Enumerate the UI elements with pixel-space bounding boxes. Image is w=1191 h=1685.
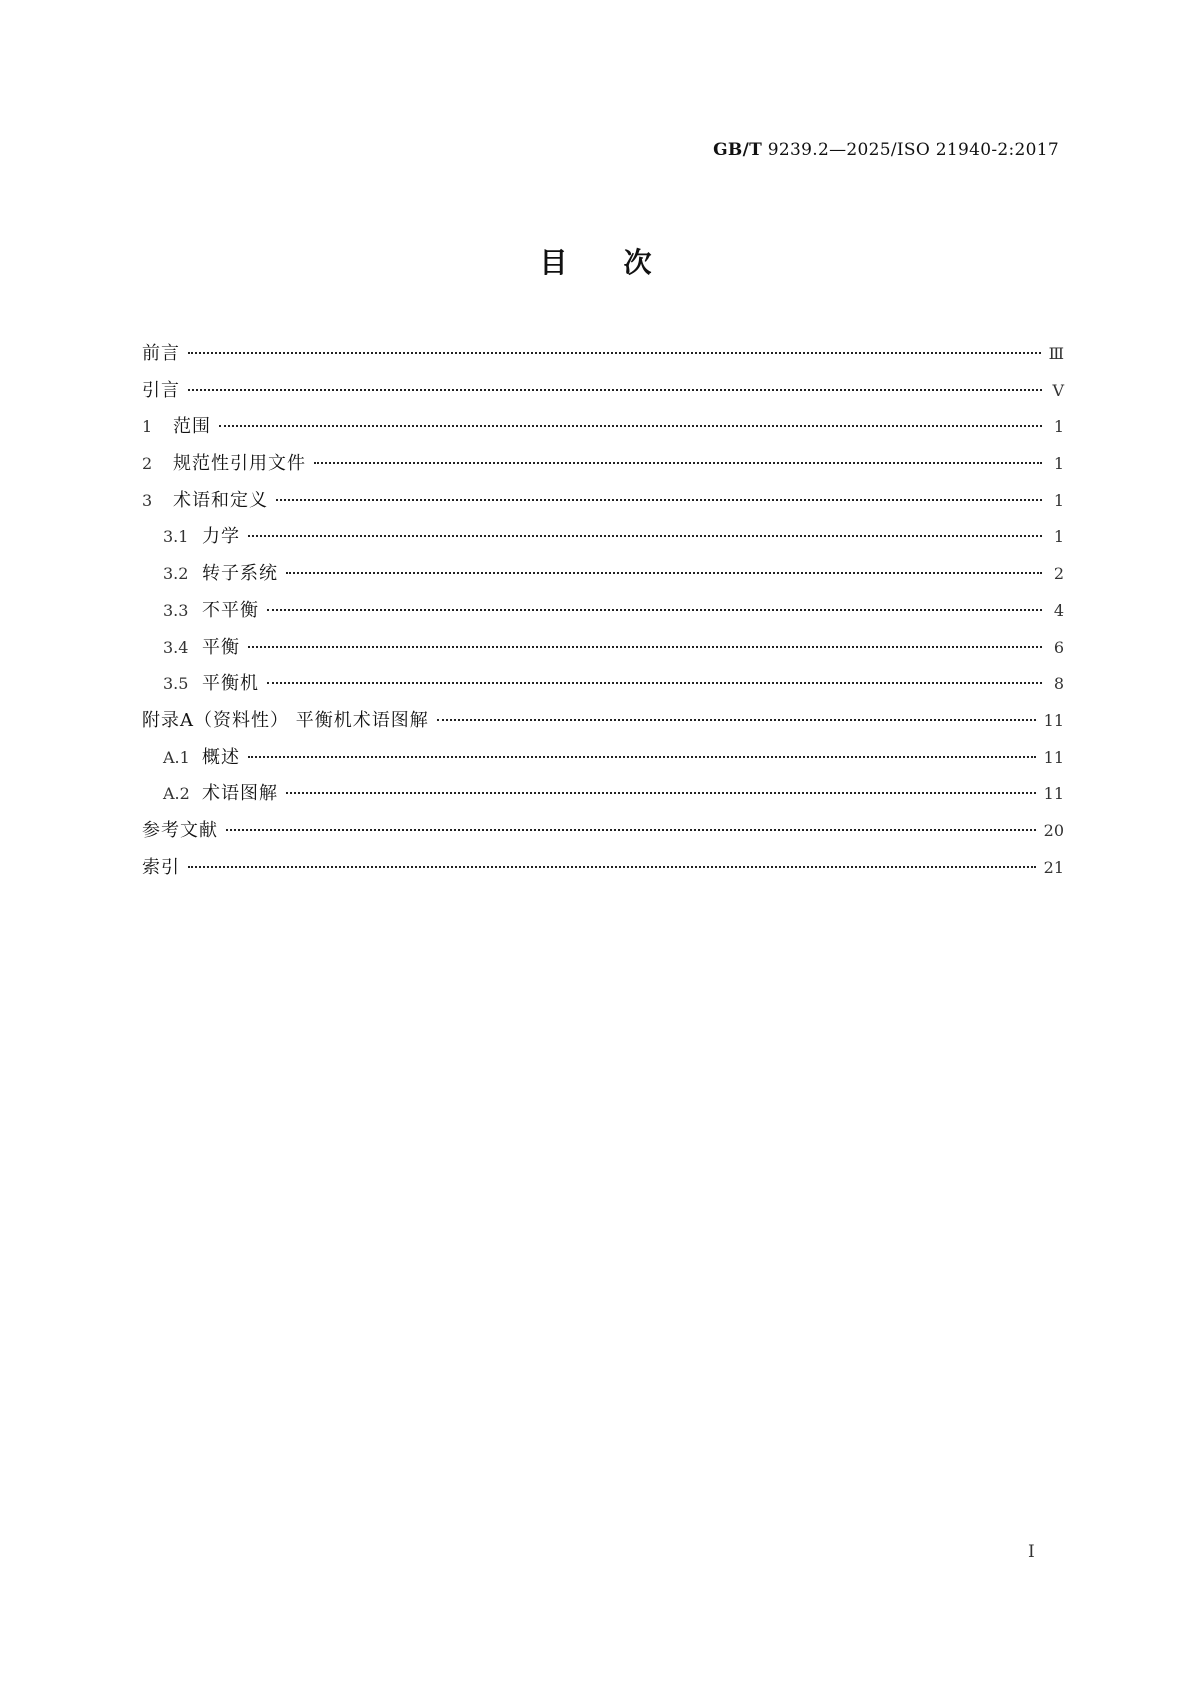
toc-entry-page: 1 [1053,527,1064,547]
toc-entry-label: 索引 [142,856,180,878]
toc-entry-page: 1 [1053,490,1064,510]
toc-entry-label: 范围 [173,416,211,438]
toc-leader-dots [188,866,1036,868]
toc-entry-number: 3.5 [163,674,189,694]
toc-entry[interactable] [142,488,1064,525]
toc-entry-label: 引言 [142,379,180,401]
toc-entry-label: 力学 [202,526,240,548]
toc-entry[interactable] [142,671,1064,708]
toc-entry-page: 1 [1053,417,1064,437]
toc-entry-page: 11 [1043,747,1064,767]
page-number: Ⅰ [1028,1542,1035,1562]
toc-entry-page: 1 [1053,454,1064,474]
table-of-contents [142,341,1064,891]
toc-entry[interactable] [142,378,1064,415]
toc-entry-label: 前言 [142,343,180,364]
toc-entry-label: 不平衡 [202,599,259,621]
toc-entry[interactable] [142,451,1064,488]
toc-entry-page: 8 [1053,674,1064,694]
toc-entry-label: 平衡 [202,636,240,658]
toc-entry-number: 3 [142,490,153,510]
toc-leader-dots [248,535,1042,537]
toc-leader-dots [188,352,1041,354]
toc-title: 目次 [539,246,708,279]
toc-entry[interactable] [142,708,1064,745]
toc-entry-label: 术语和定义 [173,489,268,511]
toc-entry-page: 11 [1043,784,1064,804]
toc-leader-dots [276,499,1042,501]
toc-entry-label: 概述 [202,746,240,768]
toc-entry-page: 21 [1043,857,1064,877]
toc-entry[interactable] [142,341,1064,378]
toc-entry[interactable] [142,414,1064,451]
toc-leader-dots [314,462,1042,464]
toc-leader-dots [267,609,1042,611]
toc-entry-label: 转子系统 [202,563,278,585]
toc-entry-label: 平衡机 [202,673,259,695]
toc-leader-dots [286,572,1042,574]
toc-entry[interactable] [142,818,1064,855]
toc-leader-dots [248,646,1042,648]
toc-entry-number: 3.2 [163,564,189,584]
toc-entry-page: Ⅴ [1052,380,1064,400]
toc-leader-dots [286,792,1036,794]
toc-entry-page: 20 [1043,820,1064,840]
toc-entry-number: 2 [142,454,153,474]
standard-number-header [713,140,1059,160]
standard-prefix: GB/T [713,140,763,160]
toc-entry-page: 11 [1043,710,1064,730]
toc-entry[interactable] [142,781,1064,818]
toc-entry-number: 3.4 [163,637,189,657]
toc-leader-dots [437,719,1036,721]
toc-entry[interactable] [142,745,1064,782]
toc-entry-page: 4 [1053,600,1064,620]
standard-designation: 9239.2—2025/ISO 21940-2:2017 [767,140,1059,160]
toc-entry-number: 3.3 [163,600,189,620]
toc-leader-dots [248,756,1036,758]
toc-entry-number: A.1 [163,747,190,767]
toc-entry-label: 附录A（资料性） 平衡机术语图解 [142,709,429,731]
toc-entry-label: 规范性引用文件 [173,453,306,475]
toc-entry[interactable] [142,855,1064,892]
toc-leader-dots [226,829,1036,831]
toc-entry-number: 3.1 [163,527,189,547]
toc-entry-page: 2 [1053,564,1064,584]
toc-entry-label: 术语图解 [202,783,278,805]
toc-entry-number: 1 [142,417,153,437]
toc-leader-dots [188,389,1042,391]
toc-entry-page: Ⅲ [1048,344,1064,363]
toc-leader-dots [267,682,1042,684]
toc-leader-dots [219,425,1042,427]
toc-entry-label: 参考文献 [142,819,218,841]
toc-entry-number: A.2 [163,784,190,804]
toc-entry[interactable] [142,598,1064,635]
toc-entry-page: 6 [1053,637,1064,657]
toc-entry[interactable] [142,635,1064,672]
toc-entry[interactable] [142,524,1064,561]
toc-entry[interactable] [142,561,1064,598]
